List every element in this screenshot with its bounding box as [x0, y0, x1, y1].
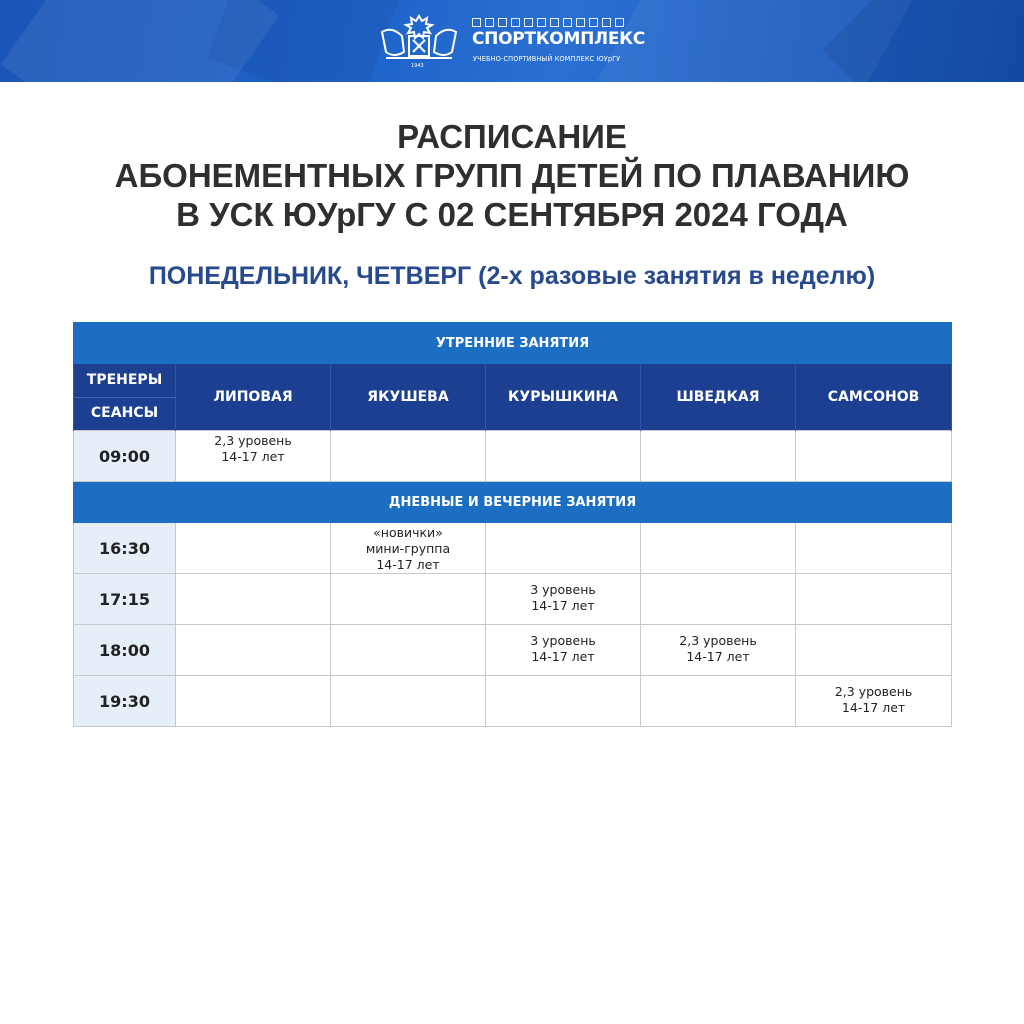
session-time: 09:00	[74, 431, 176, 482]
session-time: 16:30	[74, 523, 176, 574]
group-cell-text	[176, 523, 330, 525]
group-cell	[331, 676, 486, 727]
group-cell-text	[641, 431, 795, 433]
group-cell-text	[331, 431, 485, 433]
group-cell-text	[176, 574, 330, 582]
table-row	[74, 676, 952, 727]
title-line-3: В УСК ЮУрГУ С 02 СЕНТЯБРЯ 2024 ГОДА	[176, 196, 848, 233]
group-cell-text: 2,3 уровень 14-17 лет	[679, 633, 757, 664]
group-cell	[331, 523, 486, 574]
group-cell	[176, 574, 331, 625]
group-cell	[796, 523, 952, 574]
session-time: 19:30	[74, 676, 176, 727]
table-row	[74, 431, 952, 482]
trainer-header: ШВЕДКАЯ	[641, 364, 796, 431]
group-cell-text	[796, 431, 951, 433]
corner-header	[74, 364, 176, 431]
morning-section-label: УТРЕННИЕ ЗАНЯТИЯ	[74, 323, 952, 364]
sport-icon	[511, 18, 520, 27]
sport-icon	[563, 18, 572, 27]
sportcomplex-logo	[376, 12, 656, 70]
schedule-table	[73, 322, 952, 727]
group-cell	[176, 431, 331, 482]
group-cell-text: 3 уровень 14-17 лет	[530, 582, 596, 613]
group-cell	[641, 431, 796, 482]
group-cell	[486, 676, 641, 727]
table-row	[74, 625, 952, 676]
emblem-year: 1943	[411, 63, 424, 69]
group-cell-text: 2,3 уровень 14-17 лет	[834, 684, 913, 715]
sessions-label: СЕАНСЫ	[90, 405, 159, 421]
session-time: 18:00	[74, 625, 176, 676]
trainer-header: КУРЫШКИНА	[486, 364, 641, 431]
group-cell-text: 3 уровень 14-17 лет	[530, 633, 596, 664]
group-cell-text	[331, 625, 485, 633]
group-cell-text	[486, 431, 640, 433]
group-cell	[331, 625, 486, 676]
evening-section-row	[74, 482, 952, 523]
group-cell-text	[486, 676, 640, 684]
group-cell	[641, 625, 796, 676]
group-cell	[641, 523, 796, 574]
evening-section-label: ДНЕВНЫЕ И ВЕЧЕРНИЕ ЗАНЯТИЯ	[74, 482, 952, 523]
group-cell-text	[331, 574, 485, 582]
group-cell	[176, 676, 331, 727]
group-cell-text	[331, 676, 485, 684]
group-cell	[331, 431, 486, 482]
group-cell-text	[796, 523, 951, 525]
sport-icon	[485, 18, 494, 27]
group-cell-text	[176, 625, 330, 633]
trainer-header: ЛИПОВАЯ	[176, 364, 331, 431]
table-row	[74, 574, 952, 625]
title-line-1: РАСПИСАНИЕ	[397, 118, 627, 155]
session-time: 17:15	[74, 574, 176, 625]
trainers-header-row	[74, 364, 952, 431]
trainers-label: ТРЕНЕРЫ	[74, 364, 175, 398]
group-cell	[486, 625, 641, 676]
group-cell-text	[486, 523, 640, 525]
sport-icons-row	[472, 18, 624, 28]
header-banner	[0, 0, 1024, 82]
group-cell	[641, 574, 796, 625]
trainer-header: САМСОНОВ	[796, 364, 952, 431]
group-cell-text	[176, 676, 330, 684]
title-line-2: АБОНЕМЕНТНЫХ ГРУПП ДЕТЕЙ ПО ПЛАВАНИЮ	[114, 157, 910, 194]
group-cell	[641, 676, 796, 727]
group-cell-text	[796, 574, 951, 582]
group-cell-text	[641, 523, 795, 525]
susu-emblem-icon	[376, 12, 462, 70]
group-cell	[796, 431, 952, 482]
group-cell	[331, 574, 486, 625]
group-cell-text	[641, 676, 795, 684]
sport-icon	[472, 18, 481, 27]
table-row	[74, 523, 952, 574]
sport-icon	[550, 18, 559, 27]
sport-icon	[524, 18, 533, 27]
sport-icon	[498, 18, 507, 27]
sport-icon	[537, 18, 546, 27]
brand-tagline: УЧЕБНО-СПОРТИВНЫЙ КОМПЛЕКС ЮУрГУ	[473, 55, 621, 63]
group-cell	[796, 574, 952, 625]
group-cell-text: «новички» мини-группа 14-17 лет	[365, 525, 451, 572]
schedule-days-subtitle: ПОНЕДЕЛЬНИК, ЧЕТВЕРГ (2-х разовые занятия в неделю)	[148, 262, 876, 290]
group-cell	[796, 676, 952, 727]
group-cell	[796, 625, 952, 676]
sport-icon	[602, 18, 611, 27]
sport-icon	[589, 18, 598, 27]
group-cell	[176, 625, 331, 676]
group-cell	[486, 431, 641, 482]
trainer-header: ЯКУШЕВА	[331, 364, 486, 431]
group-cell-text	[641, 574, 795, 582]
sport-icon	[576, 18, 585, 27]
group-cell	[176, 523, 331, 574]
sport-icon	[615, 18, 624, 27]
group-cell-text	[796, 625, 951, 633]
group-cell	[486, 574, 641, 625]
morning-section-row	[74, 323, 952, 364]
brand-name: СПОРТКОМПЛЕКС	[472, 29, 645, 49]
group-cell-text: 2,3 уровень 14-17 лет	[214, 433, 292, 464]
group-cell	[486, 523, 641, 574]
